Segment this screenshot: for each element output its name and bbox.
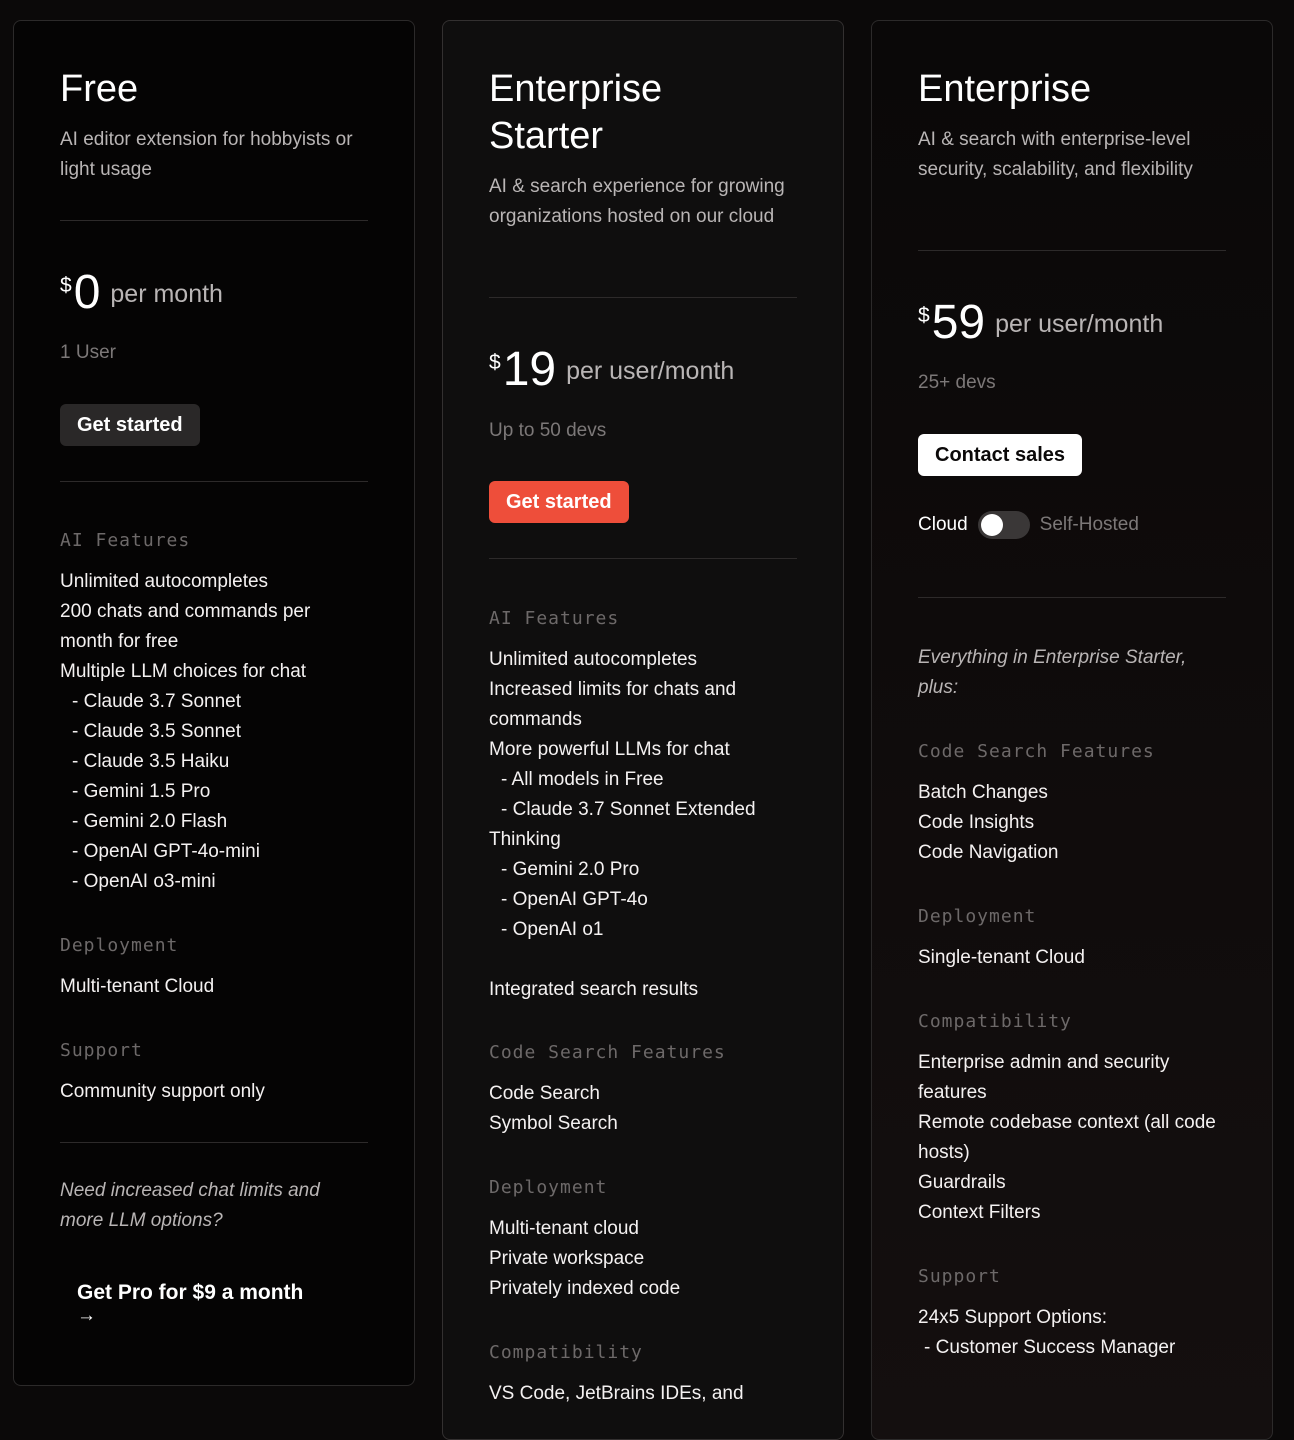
seat-limit: Up to 50 devs bbox=[489, 420, 607, 441]
get-pro-link[interactable] bbox=[77, 1280, 368, 1326]
arrow-right-icon: → bbox=[77, 1305, 96, 1326]
section-heading-support: Support bbox=[918, 1266, 1001, 1287]
list-item: Code Navigation bbox=[918, 842, 1059, 863]
list-item-spacer bbox=[489, 945, 787, 975]
feature-list-ai bbox=[60, 567, 348, 897]
plan-card-enterprise-starter bbox=[442, 20, 844, 1440]
plan-description: AI & search with enterprise-level security, scalability, and flexibility bbox=[918, 129, 1193, 180]
get-started-button[interactable]: Get started bbox=[489, 481, 629, 523]
list-item-text: - Claude 3.7 Sonnet Extended Thinking bbox=[489, 799, 756, 850]
list-item: Code Insights bbox=[918, 812, 1035, 833]
feature-list-code-search bbox=[489, 1079, 797, 1139]
feature-list-compatibility bbox=[918, 1048, 1226, 1228]
list-item: More powerful LLMs for chat bbox=[489, 739, 730, 760]
price bbox=[918, 295, 1163, 350]
divider bbox=[60, 481, 368, 482]
list-item: 24x5 Support Options: bbox=[918, 1307, 1108, 1328]
list-item: Guardrails bbox=[918, 1172, 1006, 1193]
list-item: - Gemini 1.5 Pro bbox=[72, 781, 211, 802]
list-item: - Gemini 2.0 Flash bbox=[72, 811, 228, 832]
list-item: Unlimited autocompletes bbox=[489, 649, 698, 670]
list-item: - Claude 3.7 Sonnet bbox=[72, 691, 242, 712]
list-item: - All models in Free bbox=[501, 769, 664, 790]
currency-symbol: $ bbox=[918, 304, 930, 327]
divider bbox=[60, 220, 368, 221]
price bbox=[60, 265, 223, 320]
currency-symbol: $ bbox=[60, 274, 72, 297]
list-item: 200 chats and commands per month for free bbox=[60, 601, 311, 652]
feature-list-deployment bbox=[918, 943, 1226, 973]
price-amount: 19 bbox=[502, 343, 557, 396]
get-pro-link-label: Get Pro for $9 a month bbox=[77, 1281, 304, 1304]
price-period: per month bbox=[110, 280, 223, 308]
list-item: - OpenAI GPT-4o bbox=[501, 889, 648, 910]
feature-list-support bbox=[918, 1303, 1226, 1363]
section-heading-code-search: Code Search Features bbox=[918, 741, 1155, 762]
list-item: - OpenAI o3-mini bbox=[72, 871, 216, 892]
plan-title: Enterprise bbox=[918, 68, 1092, 110]
list-item: Private workspace bbox=[489, 1248, 645, 1269]
seat-limit: 25+ devs bbox=[918, 372, 996, 393]
switch-knob bbox=[981, 514, 1003, 536]
divider bbox=[918, 250, 1226, 251]
price-amount: 0 bbox=[73, 266, 101, 319]
plan-title-line-2: Starter bbox=[489, 115, 604, 157]
list-item: - Gemini 2.0 Pro bbox=[501, 859, 640, 880]
list-item: Symbol Search bbox=[489, 1113, 618, 1134]
feature-list-code-search bbox=[918, 778, 1226, 868]
list-item: Context Filters bbox=[918, 1202, 1041, 1223]
plan-card-free bbox=[13, 20, 415, 1386]
list-item: Multiple LLM choices for chat bbox=[60, 661, 307, 682]
list-item: Privately indexed code bbox=[489, 1278, 681, 1299]
list-item: Multi-tenant cloud bbox=[489, 1218, 639, 1239]
section-heading-ai-features: AI Features bbox=[60, 530, 191, 551]
plan-card-enterprise bbox=[871, 20, 1273, 1440]
list-item: Remote codebase context (all code hosts) bbox=[918, 1112, 1216, 1163]
list-item: - Claude 3.5 Haiku bbox=[72, 751, 230, 772]
toggle-label-cloud[interactable]: Cloud bbox=[918, 514, 968, 535]
section-heading-compatibility: Compatibility bbox=[918, 1011, 1072, 1032]
list-item: Enterprise admin and security features bbox=[918, 1052, 1170, 1103]
plan-description: AI & search experience for growing organizations hosted on our cloud bbox=[489, 176, 785, 227]
plan-title bbox=[489, 66, 662, 160]
feature-list-ai bbox=[489, 645, 787, 1005]
list-item bbox=[489, 795, 787, 855]
list-item: - Customer Success Manager bbox=[924, 1337, 1176, 1358]
feature-list-support bbox=[60, 1077, 368, 1107]
contact-sales-button[interactable]: Contact sales bbox=[918, 434, 1082, 476]
hosting-switch[interactable] bbox=[978, 511, 1030, 539]
feature-list-deployment bbox=[489, 1214, 797, 1304]
section-heading-deployment: Deployment bbox=[60, 935, 179, 956]
section-heading-ai-features: AI Features bbox=[489, 608, 620, 629]
section-heading-deployment: Deployment bbox=[489, 1177, 608, 1198]
section-heading-deployment: Deployment bbox=[918, 906, 1037, 927]
toggle-label-self-hosted[interactable]: Self-Hosted bbox=[1039, 514, 1139, 535]
plan-title: Free bbox=[60, 68, 139, 110]
list-item: Integrated search results bbox=[489, 979, 699, 1000]
get-started-button[interactable]: Get started bbox=[60, 404, 200, 446]
upsell-question: Need increased chat limits and more LLM options? bbox=[60, 1180, 320, 1231]
list-item: VS Code, JetBrains IDEs, and bbox=[489, 1383, 744, 1404]
currency-symbol: $ bbox=[489, 351, 501, 374]
list-item: Unlimited autocompletes bbox=[60, 571, 269, 592]
price-period: per user/month bbox=[995, 310, 1164, 338]
feature-list-deployment bbox=[60, 972, 368, 1002]
list-item: Increased limits for chats and commands bbox=[489, 679, 737, 730]
list-item: Multi-tenant Cloud bbox=[60, 976, 215, 997]
hosting-toggle bbox=[918, 510, 1139, 540]
divider bbox=[489, 297, 797, 298]
section-heading-code-search: Code Search Features bbox=[489, 1042, 726, 1063]
divider bbox=[60, 1142, 368, 1143]
list-item: - OpenAI o1 bbox=[501, 919, 604, 940]
list-item: Code Search bbox=[489, 1083, 600, 1104]
feature-list-compatibility bbox=[489, 1379, 797, 1409]
list-item: - OpenAI GPT-4o-mini bbox=[72, 841, 260, 862]
list-item: Batch Changes bbox=[918, 782, 1048, 803]
plan-intro: Everything in Enterprise Starter, plus: bbox=[918, 647, 1187, 698]
plan-title-line-1: Enterprise bbox=[489, 68, 663, 110]
price bbox=[489, 342, 734, 397]
price-period: per user/month bbox=[566, 357, 735, 385]
section-heading-support: Support bbox=[60, 1040, 143, 1061]
plan-description: AI editor extension for hobbyists or light usage bbox=[60, 129, 353, 180]
price-amount: 59 bbox=[931, 296, 986, 349]
list-item: Single-tenant Cloud bbox=[918, 947, 1085, 968]
divider bbox=[489, 558, 797, 559]
list-item: Community support only bbox=[60, 1081, 265, 1102]
divider bbox=[918, 597, 1226, 598]
section-heading-compatibility: Compatibility bbox=[489, 1342, 643, 1363]
list-item: - Claude 3.5 Sonnet bbox=[72, 721, 242, 742]
seat-limit: 1 User bbox=[60, 342, 116, 363]
